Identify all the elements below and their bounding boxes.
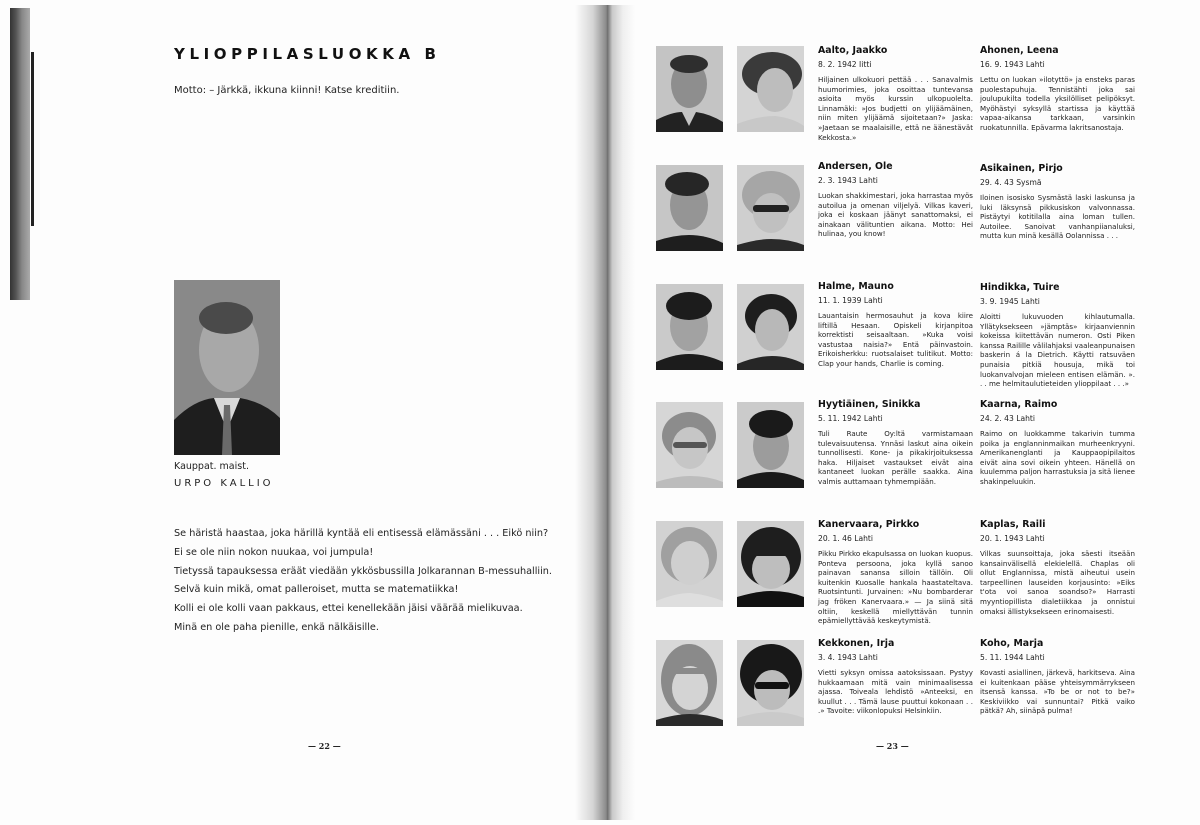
teacher-name: URPO KALLIO xyxy=(174,478,274,489)
quote-line: Se häristä haastaa, joka härillä kyntää eli entisessä elämässäni . . . Eikö niin? xyxy=(174,528,549,539)
student-entry xyxy=(818,161,973,239)
student-entry xyxy=(818,638,973,716)
student-birth: 20. 1. 1943 Lahti xyxy=(980,534,1045,543)
student-photo-halme xyxy=(656,284,723,370)
student-name: Asikainen, Pirjo xyxy=(980,163,1063,174)
student-entry xyxy=(980,399,1135,487)
student-entry xyxy=(980,163,1135,241)
student-birth: 3. 9. 1945 Lahti xyxy=(980,297,1040,306)
student-entry xyxy=(980,519,1135,616)
student-birth: 16. 9. 1943 Lahti xyxy=(980,60,1045,69)
student-birth: 5. 11. 1944 Lahti xyxy=(980,653,1045,662)
class-motto: Motto: – Järkkä, ikkuna kiinni! Katse kreditiin. xyxy=(174,85,400,96)
student-name: Hindikka, Tuire xyxy=(980,282,1060,293)
student-name: Kekkonen, Irja xyxy=(818,638,895,649)
student-name: Kaplas, Raili xyxy=(980,519,1046,530)
page-edge-band xyxy=(31,52,34,226)
student-birth: 20. 1. 46 Lahti xyxy=(818,534,874,543)
student-bio: Iloinen isosisko Sysmästä laski laskunsa ja luki läksynsä pikkusiskon valvonnassa. Pistäytyi kotitilalla aina loman tullen. Autoilee. Sanoivat vanhanpiianaluksi, mutta kun minä kesällä Oolannissa . . . xyxy=(980,193,1135,241)
student-birth: 11. 1. 1939 Lahti xyxy=(818,296,883,305)
quote-line: Kolli ei ole kolli vaan pakkaus, ettei kenellekään jäisi väärää mielikuvaa. xyxy=(174,603,523,615)
student-birth: 8. 2. 1942 Iitti xyxy=(818,60,872,69)
student-birth: 29. 4. 43 Sysmä xyxy=(980,178,1042,187)
quote-line: Tietyssä tapauksessa eräät viedään ykkösbussilla Jolkarannan B-messuhalliin. xyxy=(174,565,553,577)
student-photo-koho xyxy=(737,640,804,726)
student-birth: 2. 3. 1943 Lahti xyxy=(818,176,878,185)
student-bio: Aloitti lukuvuoden kihlautumalla. Yllätyksekseen »jämptäs» kirjaanviennin kokeissa kiitettävän numeron. Osti Piken kanssa Railille välilahjaksi vaaleanpunaisen baskerin á la Dietrich. Käytti ratsuväen punaisia pitkiä housuja, mikä toi luokanvalvojan mieleen entisen elämän. ». . . me helmitaulutieteiden ylioppilaat . . .» xyxy=(980,312,1135,389)
student-bio: Lauantaisin hermosauhut ja kova kiire liftillä Hesaan. Opiskeli kirjanpitoa korrektisti seisaaltaan. »Kuka voisi vastustaa naisia?» Entä päinvastoin. Erikoisherkku: ruotsalaiset tulitikut. Motto: Clap your hands, Charlie is coming. xyxy=(818,311,973,368)
student-photo-kaplas xyxy=(737,521,804,607)
quote-line: Selvä kuin mikä, omat palleroiset, mutta se matematiikka! xyxy=(174,584,459,596)
page-edge-stack xyxy=(10,8,30,300)
student-photo-kanervaara xyxy=(656,521,723,607)
student-bio: Vilkas suunsoittaja, joka säesti itseään kansainvälisellä elekielellä. Chaplas oli ollut Englannissa, mistä aiheutui usein tarpeellinen lauseiden korjausinto: »Eiks t'ota voi sanoa soandso?» Harrasti myyntiopillista dialetiikkaa ja onnistui omaksi ällistyksekseen erinomaisesti. xyxy=(980,549,1135,616)
student-photo-ahonen xyxy=(737,46,804,132)
student-name: Kaarna, Raimo xyxy=(980,399,1058,410)
student-entry xyxy=(818,45,973,142)
student-bio: Hiljainen ulkokuori pettää . . . Sanavalmis huumorimies, joka osoittaa tuntevansa asioita myös kurssin ulkopuolelta. Linnamäki: »Jos budjetti on ylijäämäinen, niin miten ylijäämä sijoitetaan?» Jaska: »Jaetaan se maalaisille, että ne äänestävät Kekkosta.» xyxy=(818,75,973,142)
page-number-right: — 23 — xyxy=(876,741,909,751)
teacher-degree: Kauppat. maist. xyxy=(174,461,249,472)
page-number-left: — 22 — xyxy=(308,741,341,751)
teacher-quotes xyxy=(174,525,574,638)
student-entry xyxy=(980,45,1135,133)
student-entry xyxy=(818,281,973,369)
student-photo-kaarna xyxy=(737,402,804,488)
student-photo-aalto xyxy=(656,46,723,132)
book-gutter xyxy=(575,5,635,820)
student-bio: Luokan shakkimestari, joka harrastaa myös autoilua ja omenan viljelyä. Vilkas kaveri, joka ei koskaan jäänyt sanattomaksi, ei ainakaan välituntien aikana. Motto: Hei hulinaa, you know! xyxy=(818,191,973,239)
student-birth: 5. 11. 1942 Lahti xyxy=(818,414,883,423)
student-name: Hyytiäinen, Sinikka xyxy=(818,399,921,410)
student-name: Aalto, Jaakko xyxy=(818,45,888,56)
student-bio: Pikku Pirkko ekapulsassa on luokan kuopus. Ponteva persoona, joka kyllä sanoo painavan sanansa silloin tällöin. Oli kuitenkin Kuosalle hankala haastateltava. Ruotsintunti. Jurvainen: »Nu bombarderar jag fröken Kanervaara.» — Ja siinä sitä oltiin, keskellä miellyttävän tunnin epämiellyttävää keskeytymistä. xyxy=(818,549,973,626)
student-bio: Lettu on luokan »ilotyttö» ja ensteks paras puolestapuhuja. Tennistähti joka sai joulupukilta todella yksilölliset pelipöksyt. Myöhästyi syksyllä startissa ja käyttää vapaa-aikansa tarkkaan, varsinkin ruokatunnilla. Epävarma lakritsanostaja. xyxy=(980,75,1135,132)
student-bio: Kovasti asiallinen, järkevä, harkitseva. Aina ei kuitenkaan pääse yhteisymmärrykseen itsensä kanssa. »To be or not to be?» Keskiviikko vai sunnuntai? Pitkä vaiko pätkä? Ah, siinäpä pulma! xyxy=(980,668,1135,716)
student-birth: 3. 4. 1943 Lahti xyxy=(818,653,878,662)
student-bio: Vietti syksyn omissa aatoksissaan. Pystyy hukkaamaan mitä vain minimaalisessa ajassa. Toiveala lehdistö »Anteeksi, en kuullut . . . Tämä lause puuttui kokonaan . . .» Tavoite: viikonlopuksi Helsinkiin. xyxy=(818,668,973,716)
quote-line: Ei se ole niin nokon nuukaa, voi jumpula! xyxy=(174,546,374,558)
student-entry xyxy=(980,638,1135,716)
student-name: Halme, Mauno xyxy=(818,281,894,292)
student-entry xyxy=(980,282,1135,389)
student-entry xyxy=(818,519,973,626)
student-photo-hindikka xyxy=(737,284,804,370)
student-name: Kanervaara, Pirkko xyxy=(818,519,920,530)
student-photo-asikainen xyxy=(737,165,804,251)
student-bio: Raimo on luokkamme takarivin tumma poika ja englanninmaikan murheenkryyni. Amerikanenglanti ja Kauppaopipilaitos eivät aina sovi oikein yhteen. Hänellä on kuulemma paljon harrastuksia ja sitä lienee shakinpeluukin. xyxy=(980,429,1135,486)
student-birth: 24. 2. 43 Lahti xyxy=(980,414,1036,423)
student-name: Ahonen, Leena xyxy=(980,45,1059,56)
student-entry xyxy=(818,399,973,487)
student-name: Koho, Marja xyxy=(980,638,1044,649)
student-photo-kekkonen xyxy=(656,640,723,726)
student-name: Andersen, Ole xyxy=(818,161,893,172)
student-photo-hyytiainen xyxy=(656,402,723,488)
student-photo-andersen xyxy=(656,165,723,251)
teacher-portrait-photo xyxy=(174,280,280,455)
student-bio: Tuli Raute Oy:ltä varmistamaan tulevaisuutensa. Ynnäsi laskut aina oikein tunnollisesti. Kone- ja pikakirjoituksessa haka. Hiljaiset vastaukset eivät aina kantaneet luokan perälle saakka. Aina valmis auttamaan tyhmempiään. xyxy=(818,429,973,486)
page-title: YLIOPPILASLUOKKA B xyxy=(174,45,441,63)
quote-line: Minä en ole paha pienille, enkä nälkäisille. xyxy=(174,621,379,633)
